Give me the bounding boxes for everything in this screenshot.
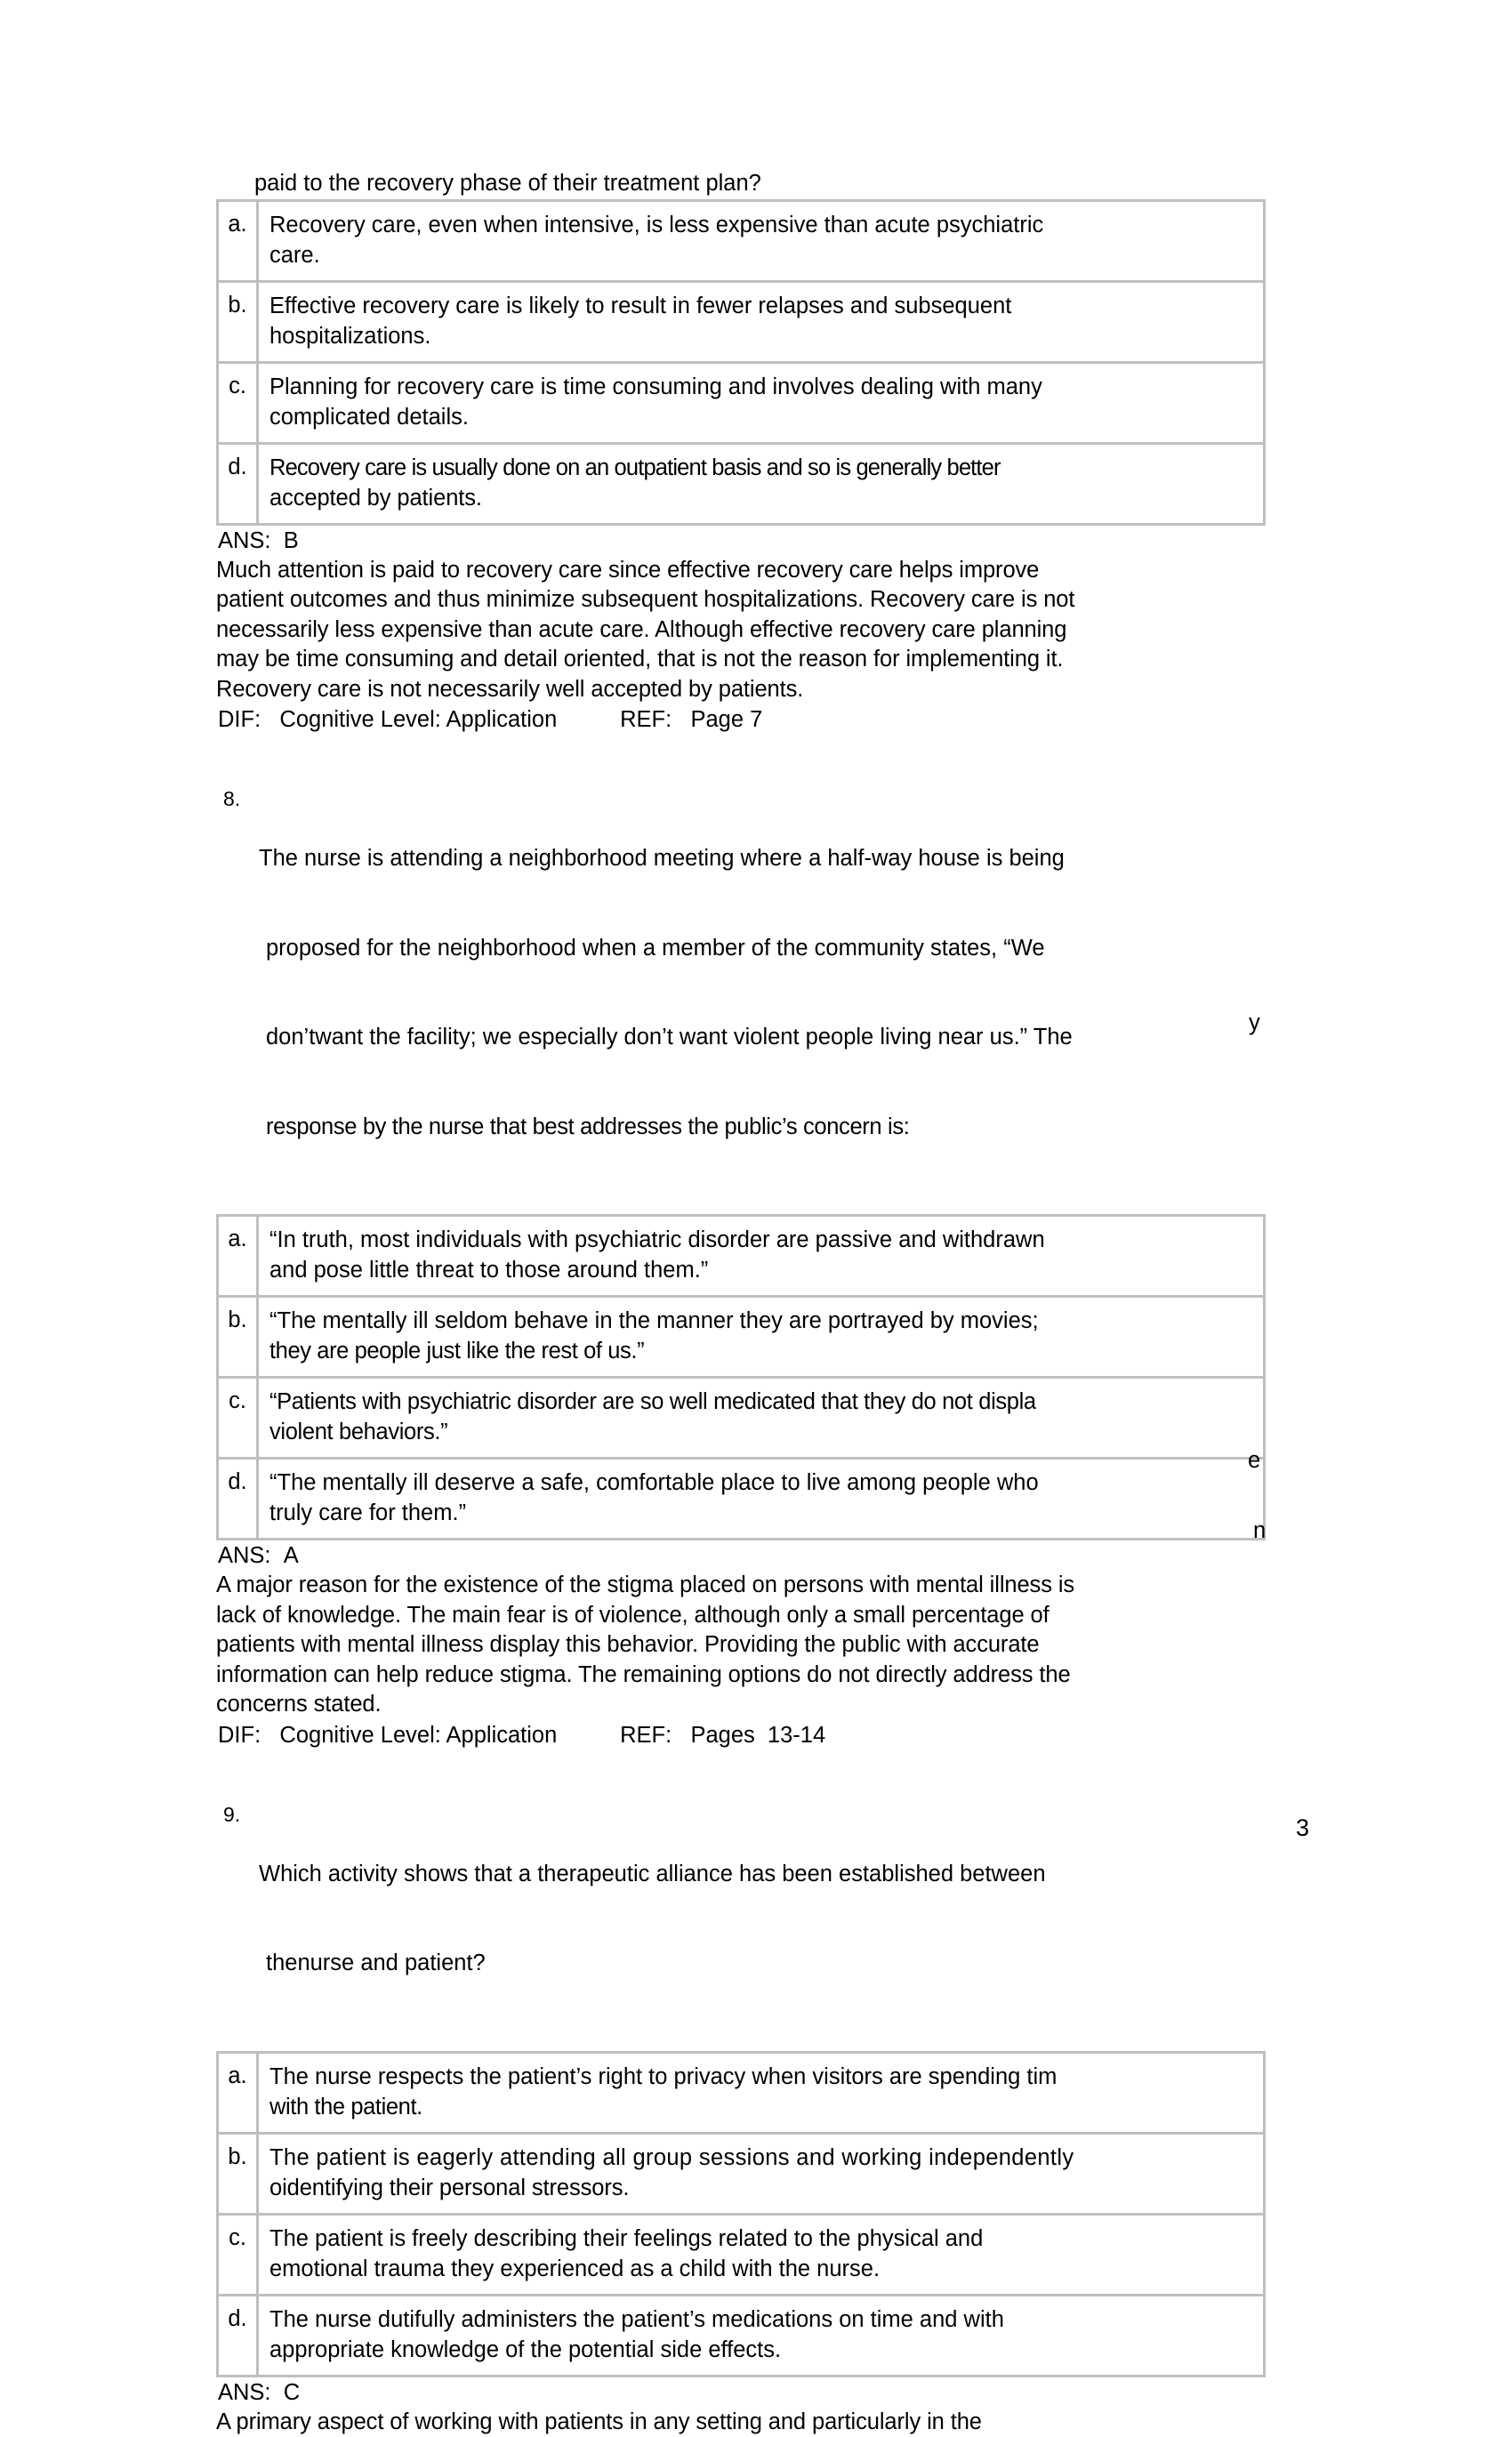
option-letter-d: d.	[218, 1459, 258, 1540]
stem-line-3: don’twant the facility; we especially don’t want violent people living near us.” The	[259, 1023, 1310, 1053]
option-line-2: truly care for them.”	[269, 1498, 1256, 1528]
table-row[interactable]	[218, 362, 1265, 443]
q9-option-b-overflow-glyph: n	[1253, 1516, 1266, 1546]
page-number: 3	[1296, 1814, 1309, 1841]
option-letter-a: a.	[218, 1216, 258, 1297]
option-text-a	[258, 1216, 1265, 1297]
answer-label: ANS:	[218, 2380, 271, 2405]
q7-answer-line	[216, 526, 1310, 556]
q8-rationale-line-2: lack of knowledge. The main fear is of violence, although only a small percentage of	[216, 1601, 1310, 1631]
option-text-b	[258, 1297, 1265, 1378]
stem-line-4: response by the nurse that best addresses the public’s concern is:	[259, 1113, 1310, 1143]
answer-label: ANS:	[218, 528, 271, 553]
table-row[interactable]	[218, 2295, 1265, 2376]
table-row[interactable]	[218, 2214, 1265, 2295]
option-line-1: Recovery care is usually done on an outpatient basis and so is generally better	[269, 455, 1001, 480]
answer-value: B	[284, 528, 299, 553]
option-letter-a: a.	[218, 200, 258, 281]
q8-option-c-overflow-glyph: y	[1249, 1009, 1260, 1038]
option-line-2: oidentifying their personal stressors.	[269, 2173, 1256, 2203]
question-9	[216, 1800, 1310, 2039]
section-spacer	[216, 1750, 1310, 1800]
option-text-c	[258, 1378, 1265, 1459]
table-row[interactable]	[218, 1216, 1265, 1297]
question-9-stem	[259, 1800, 1310, 2039]
option-line-1: Recovery care, even when intensive, is less expensive than acute psychiatric	[269, 213, 1043, 237]
option-letter-b: b.	[218, 2133, 258, 2214]
option-letter-d: d.	[218, 443, 258, 524]
option-letter-c: c.	[218, 362, 258, 443]
option-line-2: complicated details.	[269, 402, 1256, 432]
option-text-a	[258, 200, 1265, 281]
option-line-1: “The mentally ill deserve a safe, comfortable place to live among people who	[269, 1470, 1039, 1495]
option-letter-c: c.	[218, 1378, 258, 1459]
option-line-1: “Patients with psychiatric disorder are so well medicated that they do not displa	[269, 1389, 1036, 1414]
q7-rationale-line-3: necessarily less expensive than acute care. Although effective recovery care planning	[216, 615, 1310, 646]
table-row[interactable]	[218, 200, 1265, 281]
question-number-8: 8.	[216, 784, 259, 1202]
stem-line-2: thenurse and patient?	[259, 1949, 1310, 1979]
q8-rationale-line-3: patients with mental illness display this behavior. Providing the public with accurate	[216, 1630, 1310, 1661]
option-text-a	[258, 2052, 1265, 2133]
table-row[interactable]	[218, 443, 1265, 524]
q7-rationale-line-2: patient outcomes and thus minimize subsequent hospitalizations. Recovery care is not	[216, 585, 1310, 615]
q8-options-table	[216, 1214, 1266, 1540]
stem-table-gap	[216, 1202, 1310, 1214]
section-spacer	[216, 735, 1310, 784]
q9-option-a-overflow-glyph: e	[1248, 1446, 1260, 1476]
option-line-2: care.	[269, 240, 1256, 270]
option-line-2: with the patient.	[269, 2092, 1256, 2122]
option-line-1: The patient is freely describing their feelings related to the physical and	[269, 2226, 983, 2251]
stem-line-1: The nurse is attending a neighborhood meeting where a half-way house is being	[259, 844, 1310, 874]
table-row[interactable]	[218, 2133, 1265, 2214]
question-number-9: 9.	[216, 1800, 259, 2039]
q7-rationale-line-1: Much attention is paid to recovery care since effective recovery care helps improve	[216, 556, 1310, 586]
q9-options-table	[216, 2051, 1266, 2377]
q8-rationale-line-4: information can help reduce stigma. The remaining options do not directly address the	[216, 1661, 1310, 1691]
answer-value: C	[284, 2380, 300, 2405]
q7-stem-continuation: paid to the recovery phase of their treatment plan?	[216, 169, 1310, 199]
page-content	[216, 169, 1310, 2437]
option-line-2: violent behaviors.”	[269, 1417, 1256, 1447]
option-text-d	[258, 2295, 1265, 2376]
question-8-stem	[259, 784, 1310, 1202]
option-line-2: accepted by patients.	[269, 483, 1256, 513]
option-line-2: they are people just like the rest of us.”	[269, 1336, 1256, 1366]
q8-rationale-line-5: concerns stated.	[216, 1690, 1310, 1720]
option-letter-b: b.	[218, 1297, 258, 1378]
table-row[interactable]	[218, 1297, 1265, 1378]
question-8	[216, 784, 1310, 1202]
option-line-2: and pose little threat to those around them.”	[269, 1255, 1256, 1285]
stem-line-2: proposed for the neighborhood when a member of the community states, “We	[259, 934, 1310, 964]
q8-rationale-line-1: A major reason for the existence of the stigma placed on persons with mental illness is	[216, 1571, 1310, 1601]
answer-value: A	[284, 1543, 299, 1568]
q9-rationale-line-1: A primary aspect of working with patients in any setting and particularly in the	[216, 2408, 1310, 2437]
option-line-1: The nurse dutifully administers the patient’s medications on time and with	[269, 2307, 1004, 2332]
option-text-b	[258, 2133, 1265, 2214]
option-line-1: The patient is eagerly attending all group sessions and working independently	[269, 2145, 1074, 2170]
option-line-1: “In truth, most individuals with psychiatric disorder are passive and withdrawn	[269, 1227, 1045, 1252]
answer-label: ANS:	[218, 1543, 271, 1568]
option-text-c	[258, 362, 1265, 443]
option-letter-a: a.	[218, 2052, 258, 2133]
q8-answer-line	[216, 1540, 1310, 1571]
option-text-d	[258, 443, 1265, 524]
table-row[interactable]	[218, 281, 1265, 362]
table-row[interactable]	[218, 2052, 1265, 2133]
option-letter-d: d.	[218, 2295, 258, 2376]
q7-rationale-line-4: may be time consuming and detail oriented, that is not the reason for implementing it.	[216, 645, 1310, 675]
option-letter-c: c.	[218, 2214, 258, 2295]
option-text-c	[258, 2214, 1265, 2295]
option-line-1: “The mentally ill seldom behave in the manner they are portrayed by movies;	[269, 1308, 1039, 1333]
stem-line-1: Which activity shows that a therapeutic alliance has been established between	[259, 1860, 1310, 1890]
q9-answer-line	[216, 2377, 1310, 2408]
option-line-1: Planning for recovery care is time consuming and involves dealing with many	[269, 374, 1042, 399]
q7-rationale-line-5: Recovery care is not necessarily well accepted by patients.	[216, 675, 1310, 705]
option-text-b	[258, 281, 1265, 362]
stem-table-gap	[216, 2039, 1310, 2051]
option-line-2: hospitalizations.	[269, 321, 1256, 351]
q7-options-table	[216, 199, 1266, 526]
option-letter-b: b.	[218, 281, 258, 362]
q7-dif-ref-line: DIF: Cognitive Level: Application REF: Page 7	[216, 704, 1310, 735]
option-line-1: The nurse respects the patient’s right to privacy when visitors are spending tim	[269, 2064, 1057, 2089]
table-row[interactable]	[218, 1378, 1265, 1459]
option-line-1: Effective recovery care is likely to result in fewer relapses and subsequent	[269, 294, 1011, 318]
table-row[interactable]	[218, 1459, 1265, 1540]
option-line-2: appropriate knowledge of the potential side effects.	[269, 2335, 1256, 2365]
option-text-d	[258, 1459, 1265, 1540]
option-line-2: emotional trauma they experienced as a child with the nurse.	[269, 2254, 1256, 2284]
q8-dif-ref-line: DIF: Cognitive Level: Application REF: Pages 13-14	[216, 1720, 1310, 1750]
